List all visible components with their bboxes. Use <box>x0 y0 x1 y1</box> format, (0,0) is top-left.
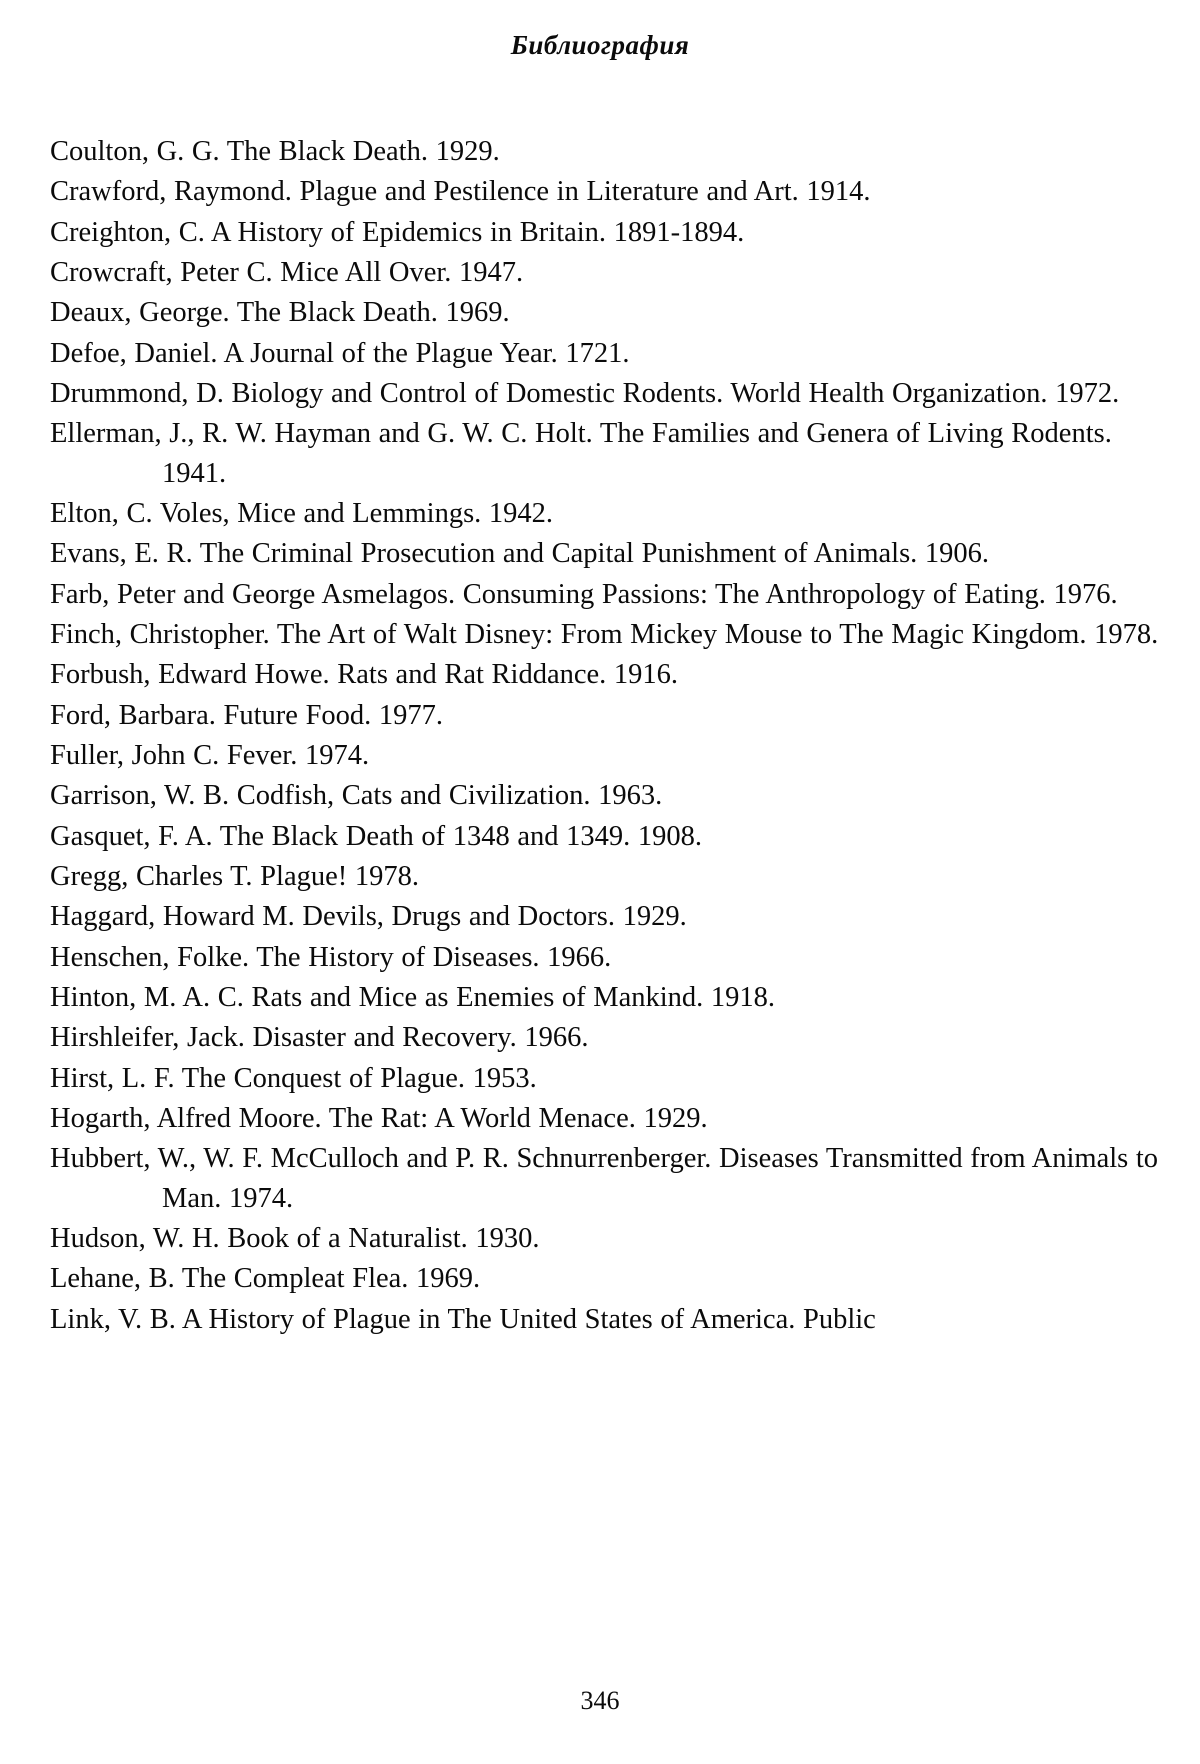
bibliography-entry-text: Forbush, Edward Howe. Rats and Rat Riddance. 1916. <box>50 659 679 691</box>
list-item <box>50 817 1170 856</box>
bibliography-entry-text: Farb, Peter and George Asmelagos. Consuming Passions: The Anthropology of Eating. 1976. <box>50 578 1118 610</box>
bibliography-entry-text: Henschen, Folke. The History of Diseases. 1966. <box>50 941 612 973</box>
bibliography-entry-text: Hogarth, Alfred Moore. The Rat: A World Menace. 1929. <box>50 1102 708 1134</box>
bibliography-entry-text: Haggard, Howard M. Devils, Drugs and Doctors. 1929. <box>50 901 687 933</box>
list-item <box>50 655 1170 694</box>
list-item <box>50 776 1170 815</box>
bibliography-entry-text: Deaux, George. The Black Death. 1969. <box>50 297 510 329</box>
list-item <box>50 414 1170 493</box>
bibliography-entry-text: Hubbert, W., W. F. McCulloch and P. R. Schnurrenberger. Diseases Transmitted from Animals to Man. 1974. <box>50 1143 1159 1214</box>
bibliography-entry-text: Evans, E. R. The Criminal Prosecution and Capital Punishment of Animals. 1906. <box>50 538 990 570</box>
list-item <box>50 1018 1170 1057</box>
list-item <box>50 374 1170 413</box>
list-item <box>50 978 1170 1017</box>
bibliography-entry-text: Ford, Barbara. Future Food. 1977. <box>50 699 444 731</box>
list-item <box>50 1219 1170 1258</box>
bibliography-entry-text: Hudson, W. H. Book of a Naturalist. 1930. <box>50 1222 540 1254</box>
page-number: 346 <box>580 1686 620 1715</box>
bibliography-entry-text: Hirshleifer, Jack. Disaster and Recovery. 1966. <box>50 1022 589 1054</box>
bibliography-entry-text: Garrison, W. B. Codfish, Cats and Civilization. 1963. <box>50 780 663 812</box>
bibliography-entry-text: Fuller, John C. Fever. 1974. <box>50 739 370 771</box>
bibliography-entry-text: Finch, Christopher. The Art of Walt Disney: From Mickey Mouse to The Magic Kingdom. 1978. <box>50 618 1159 650</box>
list-item <box>50 615 1170 654</box>
bibliography-entry-text: Creighton, C. A History of Epidemics in Britain. 1891-1894. <box>50 216 745 248</box>
list-item <box>50 534 1170 573</box>
bibliography-entry-text: Elton, C. Voles, Mice and Lemmings. 1942. <box>50 497 554 529</box>
page-title: Библиография <box>510 30 690 60</box>
bibliography-list <box>50 132 1170 1340</box>
bibliography-entry-text: Gregg, Charles T. Plague! 1978. <box>50 860 419 892</box>
bibliography-entry-text: Defoe, Daniel. A Journal of the Plague Year. 1721. <box>50 337 630 369</box>
list-item <box>50 575 1170 614</box>
bibliography-entry-text: Hirst, L. F. The Conquest of Plague. 1953. <box>50 1062 537 1094</box>
bibliography-entry-text: Lehane, B. The Compleat Flea. 1969. <box>50 1263 481 1295</box>
list-item <box>50 1259 1170 1298</box>
bibliography-entry-text: Hinton, M. A. C. Rats and Mice as Enemies of Mankind. 1918. <box>50 981 776 1013</box>
bibliography-entry-text: Crowcraft, Peter C. Mice All Over. 1947. <box>50 256 524 288</box>
list-item <box>50 1059 1170 1098</box>
list-item <box>50 494 1170 533</box>
list-item <box>50 334 1170 373</box>
bibliography-entry-text: Gasquet, F. A. The Black Death of 1348 and 1349. 1908. <box>50 820 703 852</box>
list-item <box>50 696 1170 735</box>
bibliography-entry-text: Ellerman, J., R. W. Hayman and G. W. C. Holt. The Families and Genera of Living Rodents. 1941. <box>50 418 1112 489</box>
list-item <box>50 1099 1170 1138</box>
list-item <box>50 132 1170 171</box>
bibliography-entry-text: Coulton, G. G. The Black Death. 1929. <box>50 136 500 167</box>
list-item <box>50 736 1170 775</box>
bibliography-entry-text: Crawford, Raymond. Plague and Pestilence in Literature and Art. 1914. <box>50 176 871 208</box>
bibliography-entry-text: Drummond, D. Biology and Control of Domestic Rodents. World Health Organization. 1972. <box>50 377 1120 409</box>
list-item <box>50 938 1170 977</box>
bibliography-entry-text: Link, V. B. A History of Plague in The United States of America. Public <box>50 1303 876 1335</box>
list-item <box>50 253 1170 292</box>
list-item <box>50 293 1170 332</box>
list-item <box>50 857 1170 896</box>
list-item <box>50 172 1170 211</box>
list-item <box>50 897 1170 936</box>
list-item <box>50 1139 1170 1218</box>
list-item <box>50 1300 1170 1339</box>
list-item <box>50 213 1170 252</box>
